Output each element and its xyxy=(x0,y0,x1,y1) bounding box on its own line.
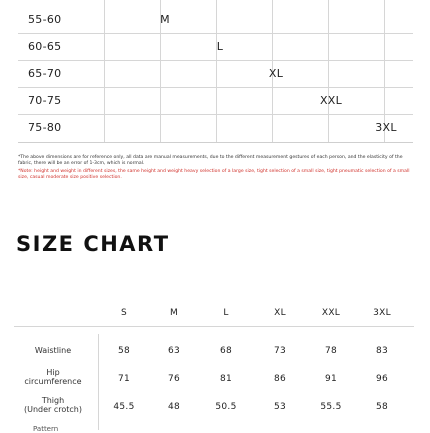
weight-row xyxy=(18,34,413,60)
row-value: 48 xyxy=(167,402,181,412)
row-value: 50.5 xyxy=(215,402,237,412)
size-header: M xyxy=(169,308,179,318)
next-section-label: Pattern xyxy=(33,425,59,433)
size-selection-advice: *Note: height and weight in different sizes, the same height and weight heavy selection of a large size, tight selection of a small size, tight pneumatic selection of a small size, casual moderate size positive selection. xyxy=(18,169,410,180)
row-value: 96 xyxy=(375,374,389,384)
weight-row xyxy=(18,61,413,87)
weight-size: XL xyxy=(268,67,284,80)
row-value: 83 xyxy=(375,346,389,356)
row-value: 71 xyxy=(117,374,131,384)
weight-size: 3XL xyxy=(375,121,397,134)
row-value: 63 xyxy=(167,346,181,356)
weight-range: 70-75 xyxy=(28,94,62,107)
row-value: 68 xyxy=(219,346,233,356)
row-label: Hip xyxy=(46,368,60,377)
row-value: 55.5 xyxy=(320,402,342,412)
weight-range: 60-65 xyxy=(28,40,62,53)
size-header: L xyxy=(223,308,229,318)
size-header: S xyxy=(120,308,127,318)
size-header: XL xyxy=(274,308,286,318)
weight-size: XXL xyxy=(319,94,343,107)
weight-range: 55-60 xyxy=(28,13,62,26)
weight-size-grid xyxy=(18,0,413,143)
header-divider xyxy=(14,326,414,327)
row-value: 73 xyxy=(273,346,287,356)
row-label: Thigh xyxy=(41,396,65,405)
row-value: 76 xyxy=(167,374,181,384)
row-value: 78 xyxy=(324,346,338,356)
row-value: 58 xyxy=(117,346,131,356)
weight-size: L xyxy=(216,40,224,53)
size-notes xyxy=(18,155,418,181)
row-value: 45.5 xyxy=(113,402,135,412)
row-value: 53 xyxy=(273,402,287,412)
weight-range: 75-80 xyxy=(28,121,62,134)
label-divider xyxy=(98,334,99,430)
row-label: Waistline xyxy=(34,346,72,355)
size-header: XXL xyxy=(321,308,341,318)
size-header: 3XL xyxy=(373,308,391,318)
row-value: 58 xyxy=(375,402,389,412)
weight-row xyxy=(18,7,413,33)
weight-range: 65-70 xyxy=(28,67,62,80)
row-label: circumference xyxy=(24,377,82,386)
row-label: (Under crotch) xyxy=(23,405,82,414)
row-value: 86 xyxy=(273,374,287,384)
size-chart-title: SIZE CHART xyxy=(16,232,170,256)
weight-row xyxy=(18,115,413,141)
row-value: 91 xyxy=(324,374,338,384)
measurement-disclaimer: *The above dimensions are for reference only, all data are manual measurements, due to the different measurement gestures of each person, and the elasticity of the fabric, there will be an error of 1-3cm, which is normal. xyxy=(18,155,403,166)
weight-size: M xyxy=(160,13,170,26)
weight-row xyxy=(18,88,413,114)
row-value: 81 xyxy=(219,374,233,384)
